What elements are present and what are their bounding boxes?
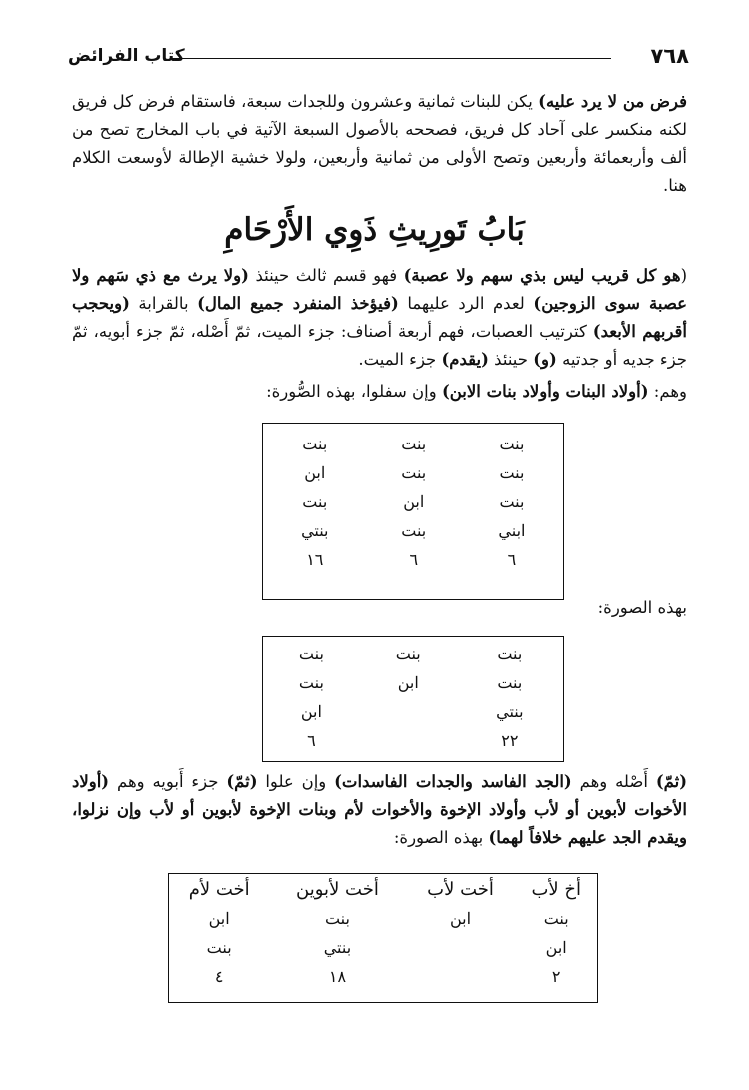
table-row [169, 962, 597, 991]
text-run: جزء أَبويه وهم [109, 772, 227, 791]
table-cell: بنتي [323, 938, 352, 957]
text-run: وإن علوا [257, 772, 335, 791]
table-cell: بنت [499, 463, 525, 482]
table-cell: ابن [304, 463, 326, 482]
running-title: كتاب الفرائض [68, 46, 185, 66]
table-cell: بنت [499, 434, 525, 453]
bold-run: (أولاد البنات وأولاد بنات الابن) [441, 382, 649, 401]
text-run: حينئذ [488, 350, 534, 369]
column-header: أخت لأبوين [296, 878, 379, 900]
table-cell: بنت [401, 463, 427, 482]
table-row [263, 639, 563, 668]
ascendants-paragraph [72, 768, 687, 852]
table-cell: ابن [449, 909, 472, 928]
bold-run: (ولا يرث مع ذي سَهم ولا عصبة سوى الزوجين) [72, 266, 687, 313]
table-cell [360, 697, 457, 726]
definition-paragraph [72, 262, 687, 374]
text-run: فهو قسم ثالث حينئذ [248, 266, 404, 285]
table-cell [406, 933, 516, 962]
table-row [263, 545, 563, 574]
bold-run: (ويحجب أقربهم الأبعد) [72, 294, 688, 341]
table-row [263, 726, 563, 755]
column-header: أخت لأب [427, 878, 494, 900]
table-cell: ٢ [551, 967, 561, 986]
table-cell: ٦ [507, 550, 517, 569]
bold-run: (ثمّ) [655, 772, 687, 791]
bold-run: هو كل قريب ليس بذي سهم ولا عصبة) [403, 266, 681, 285]
example-table-1 [262, 423, 564, 600]
table-row [263, 668, 563, 697]
example-table-3 [168, 873, 598, 1003]
table-cell: بنت [497, 644, 523, 663]
text-run: أَصْله وهم [571, 772, 656, 791]
table-cell: ابن [300, 702, 322, 721]
table-cell: بنت [497, 673, 523, 692]
table-cell: بنت [543, 909, 569, 928]
table-cell: ٦ [409, 550, 419, 569]
table-row [263, 697, 563, 726]
page-number: ٧٦٨ [650, 44, 689, 68]
page-header [68, 44, 689, 70]
intro-paragraph [72, 88, 687, 200]
table-cell: ابن [403, 492, 425, 511]
text-run: جزء الميت. [358, 350, 442, 369]
text-run: ( [680, 266, 687, 285]
table-cell: ٤ [214, 967, 224, 986]
bold-run: (أولاد الأخوات لأبوين أو لأب وأولاد الإخوة والأخوات لأم وبنات الإخوة لأبوين أو لأب وإن نزلوا، ويقدم الجد عليهم خلافاً لهما) [72, 772, 687, 847]
bold-run: (فيؤخذ المنفرد جميع المال) [197, 294, 399, 313]
table-row [263, 487, 563, 516]
intro-text: يكن للبنات ثمانية وعشرون وللجدات سبعة، فاستقام فرض كل فريق لكنه منكسر على آحاد كل فريق، فصححه بالأصول السبعة الآتية في باب المخارج تصح من ألف وأربعمائة وأربعين وتصح الأولى من ثمانية وأربعين، ولولا خشية الإطالة لأوسعت الكلام هنا. [72, 92, 687, 195]
bold-run: (الجد الفاسد والجدات الفاسدات) [334, 772, 572, 791]
bold-run: (ثمّ) [226, 772, 258, 791]
text-run: لعدم الرد عليهما [398, 294, 534, 313]
text-run: بهذه الصورة: [393, 828, 489, 847]
table-cell: ابن [208, 909, 230, 928]
bold-run: (و) [533, 350, 557, 369]
table-cell: ابن [397, 673, 419, 692]
table-row [263, 516, 563, 545]
table-cell: ١٨ [328, 967, 347, 986]
table-cell: بنتي [496, 702, 524, 721]
text-run: وإن سفلوا، بهذه الصُّورة: [266, 382, 442, 401]
table-cell: بنت [324, 909, 350, 928]
table-cell: بنتي [301, 521, 329, 540]
table-header-row [169, 874, 597, 904]
table-cell: بنت [499, 492, 525, 511]
table-cell: بنت [302, 434, 328, 453]
table-cell: ٢٢ [501, 731, 519, 750]
table-cell: ٦ [307, 731, 316, 750]
table-cell: بنت [401, 434, 427, 453]
table-cell: ١٦ [306, 550, 324, 569]
table-row [263, 429, 563, 458]
category-one-line [150, 378, 687, 406]
table-cell: ابني [498, 521, 526, 540]
table-cell [406, 962, 516, 991]
example-table-2 [262, 636, 564, 762]
table-cell [360, 726, 457, 755]
table-cell: بنت [401, 521, 427, 540]
table-cell: بنت [298, 673, 324, 692]
header-rule [172, 58, 611, 59]
intro-bold: فرض من لا يرد عليه) [538, 92, 687, 111]
table-row [169, 933, 597, 962]
table-row [263, 458, 563, 487]
table-cell: بنت [302, 492, 328, 511]
table-cell: ابن [545, 938, 567, 957]
bold-run: (يقدم) [441, 350, 489, 369]
table-cell: بنت [206, 938, 232, 957]
column-header: أخ لأب [531, 878, 581, 900]
chapter-title: بَابُ تَورِيثِ ذَوِي الأَرْحَامِ [224, 212, 525, 248]
table-row [169, 904, 597, 933]
table-cell: بنت [298, 644, 324, 663]
text-run: كترتيب العصبات، فهم أربعة أصناف: جزء الميت، ثمّ أَصْله، ثمّ جزء أبويه، ثمّ جزء جديه أو جدتيه [72, 322, 687, 369]
table2-caption: بهذه الصورة: [597, 598, 687, 617]
text-run: وهم: [648, 382, 687, 401]
text-run: بالقرابة [129, 294, 198, 313]
table-cell: بنت [395, 644, 421, 663]
column-header: أخت لأم [188, 878, 250, 900]
